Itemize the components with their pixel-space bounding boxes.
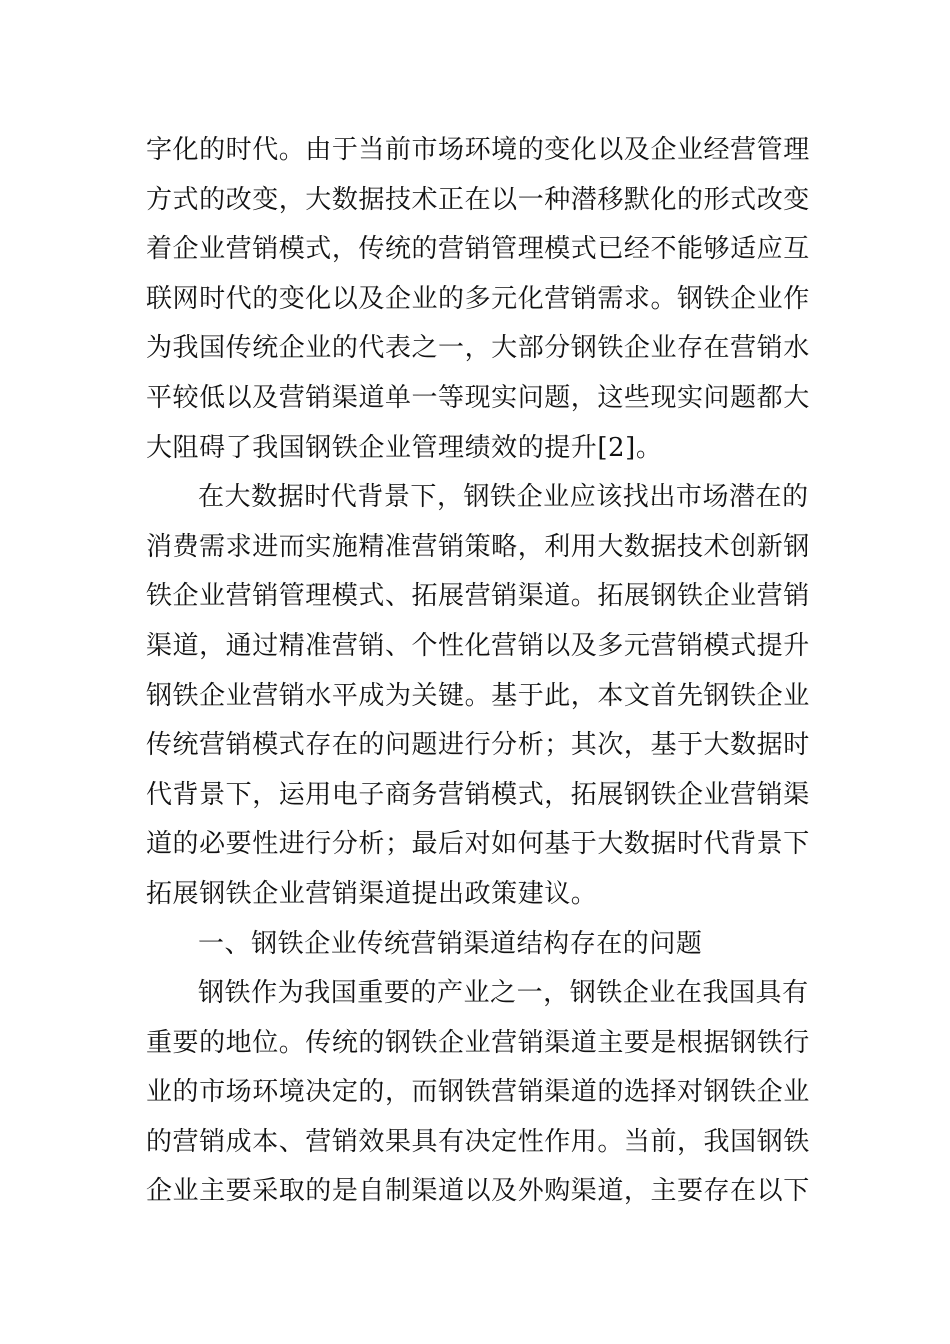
text-line: 传统营销模式存在的问题进行分析；其次，基于大数据时 [146, 730, 810, 761]
text-line: 钢铁作为我国重要的产业之一，钢铁企业在我国具有 [198, 978, 809, 1009]
text-line: 铁企业营销管理模式、拓展营销渠道。拓展钢铁企业营销 [146, 581, 810, 612]
text-line: 消费需求进而实施精准营销策略，利用大数据技术创新钢 [146, 531, 810, 562]
text-line: 字化的时代。由于当前市场环境的变化以及企业经营管理 [146, 135, 810, 165]
text-line: 代背景下，运用电子商务营销模式，拓展钢铁企业营销渠 [146, 779, 810, 810]
text-line: 为我国传统企业的代表之一，大部分钢铁企业存在营销水 [146, 333, 810, 364]
text-line: 联网时代的变化以及企业的多元化营销需求。钢铁企业作 [146, 283, 810, 314]
text-line: 着企业营销模式，传统的营销管理模式已经不能够适应互 [146, 234, 810, 265]
text-line: 在大数据时代背景下，钢铁企业应该找出市场潜在的 [198, 482, 809, 513]
text-line: 方式的改变，大数据技术正在以一种潜移默化的形式改变 [146, 184, 810, 215]
section-heading-text: 一、钢铁企业传统营销渠道结构存在的问题 [198, 928, 703, 959]
text-line: 大阻碍了我国钢铁企业管理绩效的提升[2]。 [146, 432, 663, 463]
text-line: 钢铁企业营销水平成为关键。基于此，本文首先钢铁企业 [146, 680, 810, 711]
paragraph-3 [146, 969, 810, 1217]
text-line: 渠道，通过精准营销、个性化营销以及多元营销模式提升 [146, 630, 810, 661]
text-line: 拓展钢铁企业营销渠道提出政策建议。 [146, 878, 598, 909]
text-line: 业的市场环境决定的，而钢铁营销渠道的选择对钢铁企业 [146, 1077, 810, 1108]
text-line: 的营销成本、营销效果具有决定性作用。当前，我国钢铁 [146, 1126, 810, 1157]
paragraph-1 [146, 126, 810, 473]
section-heading [146, 920, 806, 970]
text-line: 道的必要性进行分析；最后对如何基于大数据时代背景下 [146, 829, 810, 860]
text-line: 平较低以及营销渠道单一等现实问题，这些现实问题都大 [146, 382, 810, 413]
document-body [146, 126, 810, 1217]
text-line: 企业主要采取的是自制渠道以及外购渠道，主要存在以下 [146, 1176, 810, 1207]
text-line: 重要的地位。传统的钢铁企业营销渠道主要是根据钢铁行 [146, 1027, 810, 1058]
paragraph-2 [146, 473, 810, 919]
